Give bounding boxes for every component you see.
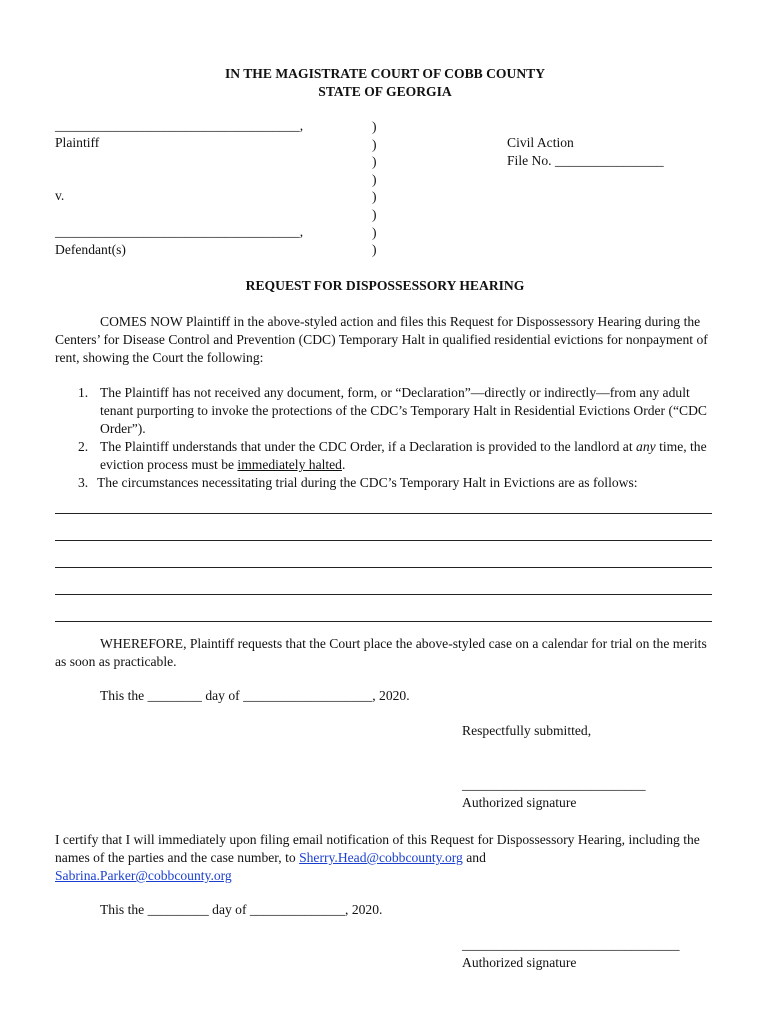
plaintiff-name-blank: ____________________________________, xyxy=(55,118,304,133)
circumstances-line[interactable] xyxy=(55,567,712,568)
emphasis-any: any xyxy=(636,439,656,454)
caption-paren: ) xyxy=(372,189,377,205)
caption-paren: ) xyxy=(372,171,377,187)
circumstances-line[interactable] xyxy=(55,540,712,541)
signature-line: ___________________________ xyxy=(462,777,646,792)
caption-paren: ) xyxy=(372,154,377,170)
list-number: 2. xyxy=(78,439,89,454)
authorized-signature-label: Authorized signature xyxy=(462,795,577,810)
circumstances-line[interactable] xyxy=(55,621,712,622)
respectfully-submitted: Respectfully submitted, xyxy=(462,723,592,738)
defendant-name-blank: ____________________________________, xyxy=(55,224,304,239)
caption-paren: ) xyxy=(372,224,377,240)
list-number: 3. xyxy=(78,475,89,490)
caption-divider xyxy=(372,118,377,259)
wherefore-paragraph: WHEREFORE, Plaintiff requests that the Court place the above-styled case on a calendar for trial on the merits as soon as practicable. xyxy=(55,636,707,669)
versus-label: v. xyxy=(55,188,65,203)
date-line: This the _________ day of ______________, 2020. xyxy=(100,902,383,917)
court-title: IN THE MAGISTRATE COURT OF COBB COUNTY xyxy=(224,66,546,81)
circumstances-line[interactable] xyxy=(55,513,712,514)
caption-paren: ) xyxy=(372,206,377,222)
list-text xyxy=(100,438,720,474)
list-text-part: The Plaintiff understands that under the CDC Order, if a Declaration is provided to the landlord at xyxy=(100,439,637,454)
list-text: The circumstances necessitating trial during the CDC’s Temporary Halt in Evictions are as follows: xyxy=(97,475,638,490)
authorized-signature-label: Authorized signature xyxy=(462,955,577,970)
circumstances-line[interactable] xyxy=(55,594,712,595)
intro-paragraph: COMES NOW Plaintiff in the above-styled action and files this Request for Dispossessory Hearing during the Centers’ for Disease Control and Prevention (CDC) Temporary Halt in qualified residential evictions for nonpayment of rent, showing the Court the following: xyxy=(55,314,708,365)
email-link-sabrina[interactable]: Sabrina.Parker@cobbcounty.org xyxy=(55,868,232,883)
list-text-part: . xyxy=(341,457,346,472)
plaintiff-label: Plaintiff xyxy=(55,135,100,150)
civil-action-label: Civil Action xyxy=(507,135,574,150)
email-link-sherry[interactable]: Sherry.Head@cobbcounty.org xyxy=(299,850,463,865)
date-line: This the ________ day of ___________________, 2020. xyxy=(100,688,410,703)
list-number: 1. xyxy=(78,385,89,400)
signature-line: ________________________________ xyxy=(462,937,680,952)
caption-paren: ) xyxy=(372,119,377,134)
certification-paragraph xyxy=(55,831,715,885)
list-text: The Plaintiff has not received any document, form, or “Declaration”—directly or indirectly—from any adult tenant purporting to invoke the protections of the CDC’s Temporary Halt in Residential Evictions Order (“CDC Order”). xyxy=(100,385,707,436)
caption-paren: ) xyxy=(372,136,377,152)
document-title: REQUEST FOR DISPOSSESSORY HEARING xyxy=(245,278,525,293)
defendant-label: Defendant(s) xyxy=(55,242,126,257)
underlined-phrase: immediately halted xyxy=(237,457,342,472)
certification-text: and xyxy=(462,850,486,865)
caption-paren: ) xyxy=(372,242,377,258)
list-text-part: time, the eviction process must be xyxy=(100,439,707,472)
state-title: STATE OF GEORGIA xyxy=(318,84,452,99)
file-number-field: File No. ________________ xyxy=(507,153,664,168)
certification-text: I certify that I will immediately upon filing email notification of this Request for Dispossessory Hearing, including the names of the parties and the case number, to xyxy=(55,832,700,865)
